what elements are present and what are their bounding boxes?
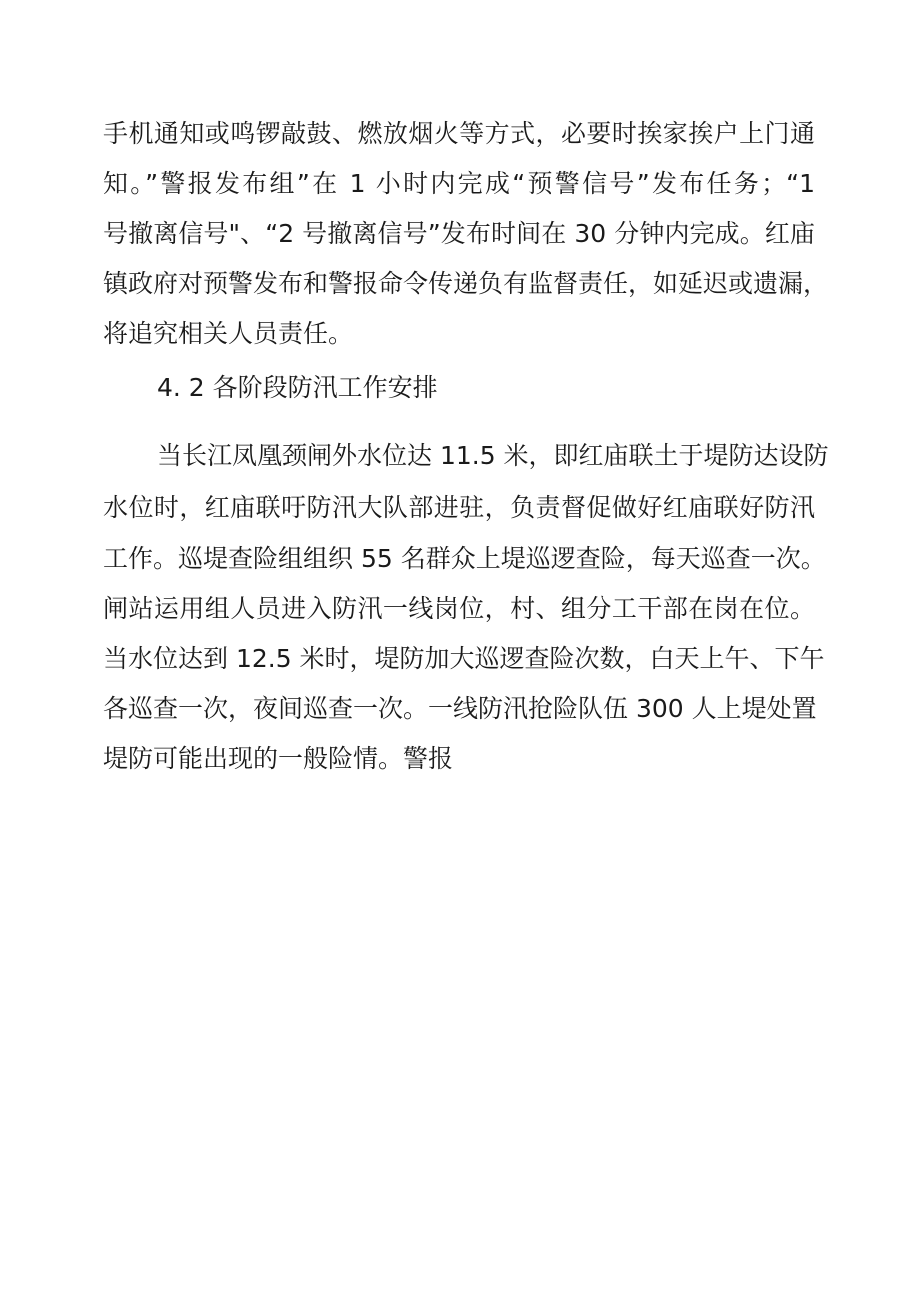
paragraph1-line-1: 手机通知或鸣锣敲鼓、燃放烟火等方式，必要时挨家挨户上门通: [103, 119, 815, 148]
paragraph1-line-5: 将追究相关人员责任。: [103, 319, 354, 348]
paragraph2-line-6: 各巡查一次，夜间巡查一次。一线防汛抢险队伍 300 人上堤处置: [103, 694, 817, 723]
paragraph2-line-2: 水位时，红庙联吁防汛大队部进驻，负责督促做好红庙联好防汛: [103, 493, 815, 522]
paragraph2-line-3: 工作。巡堤查险组组织 55 名群众上堤巡逻查险，每天巡查一次。: [103, 544, 826, 573]
paragraph1-line-2: 知。”警报发布组”在 1 小时内完成“预警信号”发布任务；“1: [103, 169, 815, 198]
paragraph2-line-4: 闸站运用组人员进入防汛一线岗位，村、组分工干部在岗在位。: [103, 594, 815, 623]
paragraph2-line-5: 当水位达到 12.5 米时，堤防加大巡逻查险次数，白天上午、下午: [103, 644, 825, 673]
paragraph1-line-4: 镇政府对预警发布和警报命令传递负有监督责任，如延迟或遗漏，: [103, 269, 829, 298]
paragraph2-line-1: 当长江凤凰颈闸外水位达 11.5 米，即红庙联土于堤防达设防: [157, 441, 829, 470]
paragraph2-line-7: 堤防可能出现的一般险情。警报: [103, 744, 454, 773]
section-heading: 4. 2 各阶段防汛工作安排: [157, 373, 438, 402]
paragraph1-line-3: 号撤离信号"、“2 号撤离信号”发布时间在 30 分钟内完成。红庙: [103, 219, 815, 248]
